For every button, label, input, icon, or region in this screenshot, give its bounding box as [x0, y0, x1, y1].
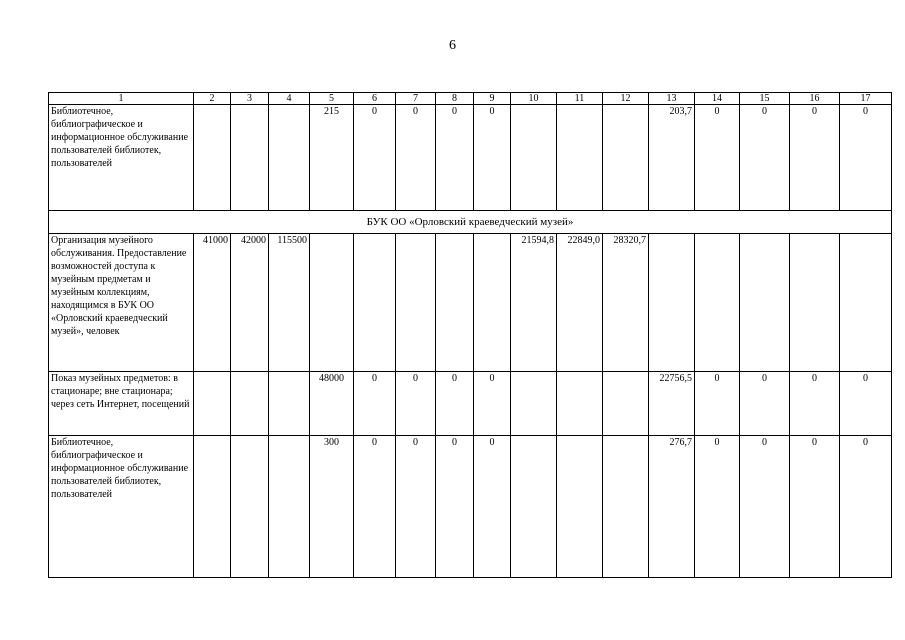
column-number-16: 16 — [790, 93, 840, 105]
table-row — [49, 372, 892, 436]
row-name-cell: Показ музейных предметов: в стационаре; вне стационара; через сеть Интернет, посещений — [49, 372, 194, 436]
data-cell — [231, 372, 269, 436]
data-cell — [231, 105, 269, 211]
column-number-1: 1 — [49, 93, 194, 105]
data-cell — [396, 234, 436, 372]
data-cell: 0 — [474, 436, 511, 578]
data-cell: 0 — [396, 436, 436, 578]
column-number-9: 9 — [474, 93, 511, 105]
column-number-7: 7 — [396, 93, 436, 105]
data-cell — [603, 436, 649, 578]
data-cell: 0 — [436, 372, 474, 436]
column-number-4: 4 — [269, 93, 310, 105]
column-number-5: 5 — [310, 93, 354, 105]
data-cell: 0 — [840, 105, 892, 211]
column-number-6: 6 — [354, 93, 396, 105]
column-number-17: 17 — [840, 93, 892, 105]
data-cell: 0 — [474, 372, 511, 436]
column-number-8: 8 — [436, 93, 474, 105]
data-cell — [436, 234, 474, 372]
data-cell: 0 — [790, 436, 840, 578]
data-cell: 0 — [840, 436, 892, 578]
data-cell: 48000 — [310, 372, 354, 436]
data-cell: 0 — [740, 436, 790, 578]
data-cell — [231, 436, 269, 578]
data-cell: 203,7 — [649, 105, 695, 211]
data-cell — [194, 105, 231, 211]
data-cell: 0 — [740, 105, 790, 211]
column-number-2: 2 — [194, 93, 231, 105]
data-cell — [194, 372, 231, 436]
data-cell: 0 — [436, 436, 474, 578]
data-cell: 0 — [695, 436, 740, 578]
data-cell — [557, 105, 603, 211]
column-number-10: 10 — [511, 93, 557, 105]
data-cell: 41000 — [194, 234, 231, 372]
table-row — [49, 234, 892, 372]
data-cell: 0 — [790, 372, 840, 436]
report-table-body — [49, 93, 892, 578]
page-number: 6 — [449, 38, 456, 53]
column-number-13: 13 — [649, 93, 695, 105]
table-row — [49, 105, 892, 211]
data-cell — [269, 372, 310, 436]
data-cell: 28320,7 — [603, 234, 649, 372]
section-title: БУК ОО «Орловский краеведческий музей» — [49, 211, 892, 234]
data-cell — [269, 105, 310, 211]
data-cell: 22849,0 — [557, 234, 603, 372]
data-cell — [740, 234, 790, 372]
data-cell — [474, 234, 511, 372]
column-number-12: 12 — [603, 93, 649, 105]
section-header-row — [49, 211, 892, 234]
data-cell: 276,7 — [649, 436, 695, 578]
data-cell — [603, 372, 649, 436]
data-cell — [511, 372, 557, 436]
data-cell: 0 — [695, 372, 740, 436]
data-cell — [354, 234, 396, 372]
report-table — [48, 92, 892, 578]
data-cell: 215 — [310, 105, 354, 211]
data-cell — [269, 436, 310, 578]
column-number-14: 14 — [695, 93, 740, 105]
data-cell: 0 — [790, 105, 840, 211]
data-cell: 0 — [354, 105, 396, 211]
data-cell: 300 — [310, 436, 354, 578]
row-name-cell: Библиотечное, библиографическое и информационное обслуживание пользователей библиотек, пользователей — [49, 436, 194, 578]
data-cell: 0 — [354, 436, 396, 578]
data-cell — [603, 105, 649, 211]
data-cell: 0 — [740, 372, 790, 436]
data-cell: 0 — [840, 372, 892, 436]
data-cell — [310, 234, 354, 372]
data-cell — [557, 372, 603, 436]
data-cell: 42000 — [231, 234, 269, 372]
data-cell — [649, 234, 695, 372]
data-cell — [790, 234, 840, 372]
data-cell — [557, 436, 603, 578]
data-cell — [194, 436, 231, 578]
data-cell: 0 — [396, 372, 436, 436]
data-cell: 115500 — [269, 234, 310, 372]
data-cell: 0 — [474, 105, 511, 211]
column-number-3: 3 — [231, 93, 269, 105]
data-cell — [511, 105, 557, 211]
column-number-15: 15 — [740, 93, 790, 105]
data-cell: 0 — [436, 105, 474, 211]
data-cell: 22756,5 — [649, 372, 695, 436]
data-cell: 21594,8 — [511, 234, 557, 372]
data-cell: 0 — [396, 105, 436, 211]
table-row — [49, 436, 892, 578]
column-number-row — [49, 93, 892, 105]
row-name-cell: Организация музейного обслуживания. Предоставление возможностей доступа к музейным предметам и музейным коллекциям, находящимся в БУК ОО «Орловский краеведческий музей», человек — [49, 234, 194, 372]
data-cell — [695, 234, 740, 372]
data-cell: 0 — [695, 105, 740, 211]
data-cell: 0 — [354, 372, 396, 436]
row-name-cell: Библиотечное, библиографическое и информационное обслуживание пользователей библиотек, пользователей — [49, 105, 194, 211]
data-cell — [840, 234, 892, 372]
column-number-11: 11 — [557, 93, 603, 105]
data-cell — [511, 436, 557, 578]
